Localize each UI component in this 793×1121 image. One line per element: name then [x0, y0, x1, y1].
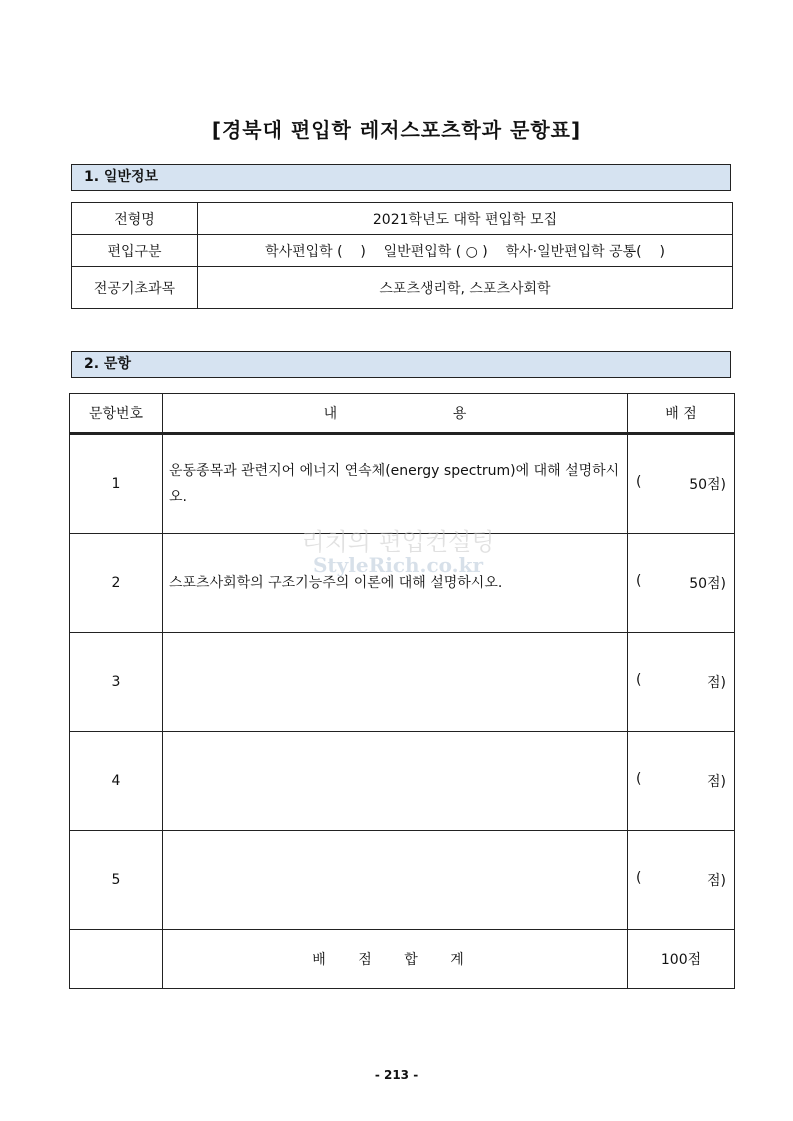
question-row [70, 434, 735, 534]
info-label: 전형명 [72, 203, 198, 235]
info-value: 2021학년도 대학 편입학 모집 [198, 203, 733, 235]
question-number: 3 [70, 633, 163, 732]
question-content [163, 732, 628, 831]
total-label: 배 점 합 계 [163, 930, 628, 989]
score-value: 50점) [689, 477, 726, 493]
section-general-info-heading: 1. 일반정보 [71, 164, 731, 191]
document-title: [경북대 편입학 레저스포츠학과 문항표] [211, 118, 582, 142]
watermark-line1: 리치의 편입컨설팅 [301, 528, 495, 556]
info-row [72, 267, 733, 309]
question-score [628, 831, 735, 930]
score-open: ( [636, 474, 642, 490]
question-score [628, 633, 735, 732]
info-row [72, 235, 733, 267]
score-open: ( [636, 573, 642, 589]
questions-table [69, 393, 735, 989]
page-number: - 213 - [374, 1068, 419, 1082]
total-score: 100점 [628, 930, 735, 989]
info-label: 편입구분 [72, 235, 198, 267]
score-value: 50점) [689, 576, 726, 592]
question-number: 2 [70, 534, 163, 633]
question-number: 1 [70, 434, 163, 534]
question-number: 4 [70, 732, 163, 831]
table-header-row [70, 394, 735, 434]
score-value: 점) [707, 675, 726, 691]
info-value: 스포츠생리학, 스포츠사회학 [198, 267, 733, 309]
question-content: 운동종목과 관련지어 에너지 연속체(energy spectrum)에 대해 설명하시오. [163, 434, 628, 534]
total-empty-cell [70, 930, 163, 989]
info-row [72, 203, 733, 235]
question-number: 5 [70, 831, 163, 930]
score-open: ( [636, 870, 642, 886]
score-value: 점) [707, 873, 726, 889]
watermark-line2: StyleRich.co.kr [312, 553, 484, 577]
question-row [70, 633, 735, 732]
question-score [628, 534, 735, 633]
question-row [70, 831, 735, 930]
question-content [163, 633, 628, 732]
question-score [628, 732, 735, 831]
total-row [70, 930, 735, 989]
question-row [70, 732, 735, 831]
question-content [163, 831, 628, 930]
general-info-table [71, 202, 733, 309]
score-value: 점) [707, 774, 726, 790]
question-score [628, 434, 735, 534]
question-content: 스포츠사회학의 구조기능주의 이론에 대해 설명하시오. [163, 534, 628, 633]
info-label: 전공기초과목 [72, 267, 198, 309]
score-open: ( [636, 771, 642, 787]
section-questions-heading: 2. 문항 [71, 351, 731, 378]
score-open: ( [636, 672, 642, 688]
header-content: 내 용 [163, 394, 628, 434]
watermark [268, 522, 528, 577]
header-number: 문항번호 [70, 394, 163, 434]
info-value: 학사편입학 ( ) 일반편입학 ( ○ ) 학사·일반편입학 공통( ) [198, 235, 733, 267]
header-score: 배 점 [628, 394, 735, 434]
